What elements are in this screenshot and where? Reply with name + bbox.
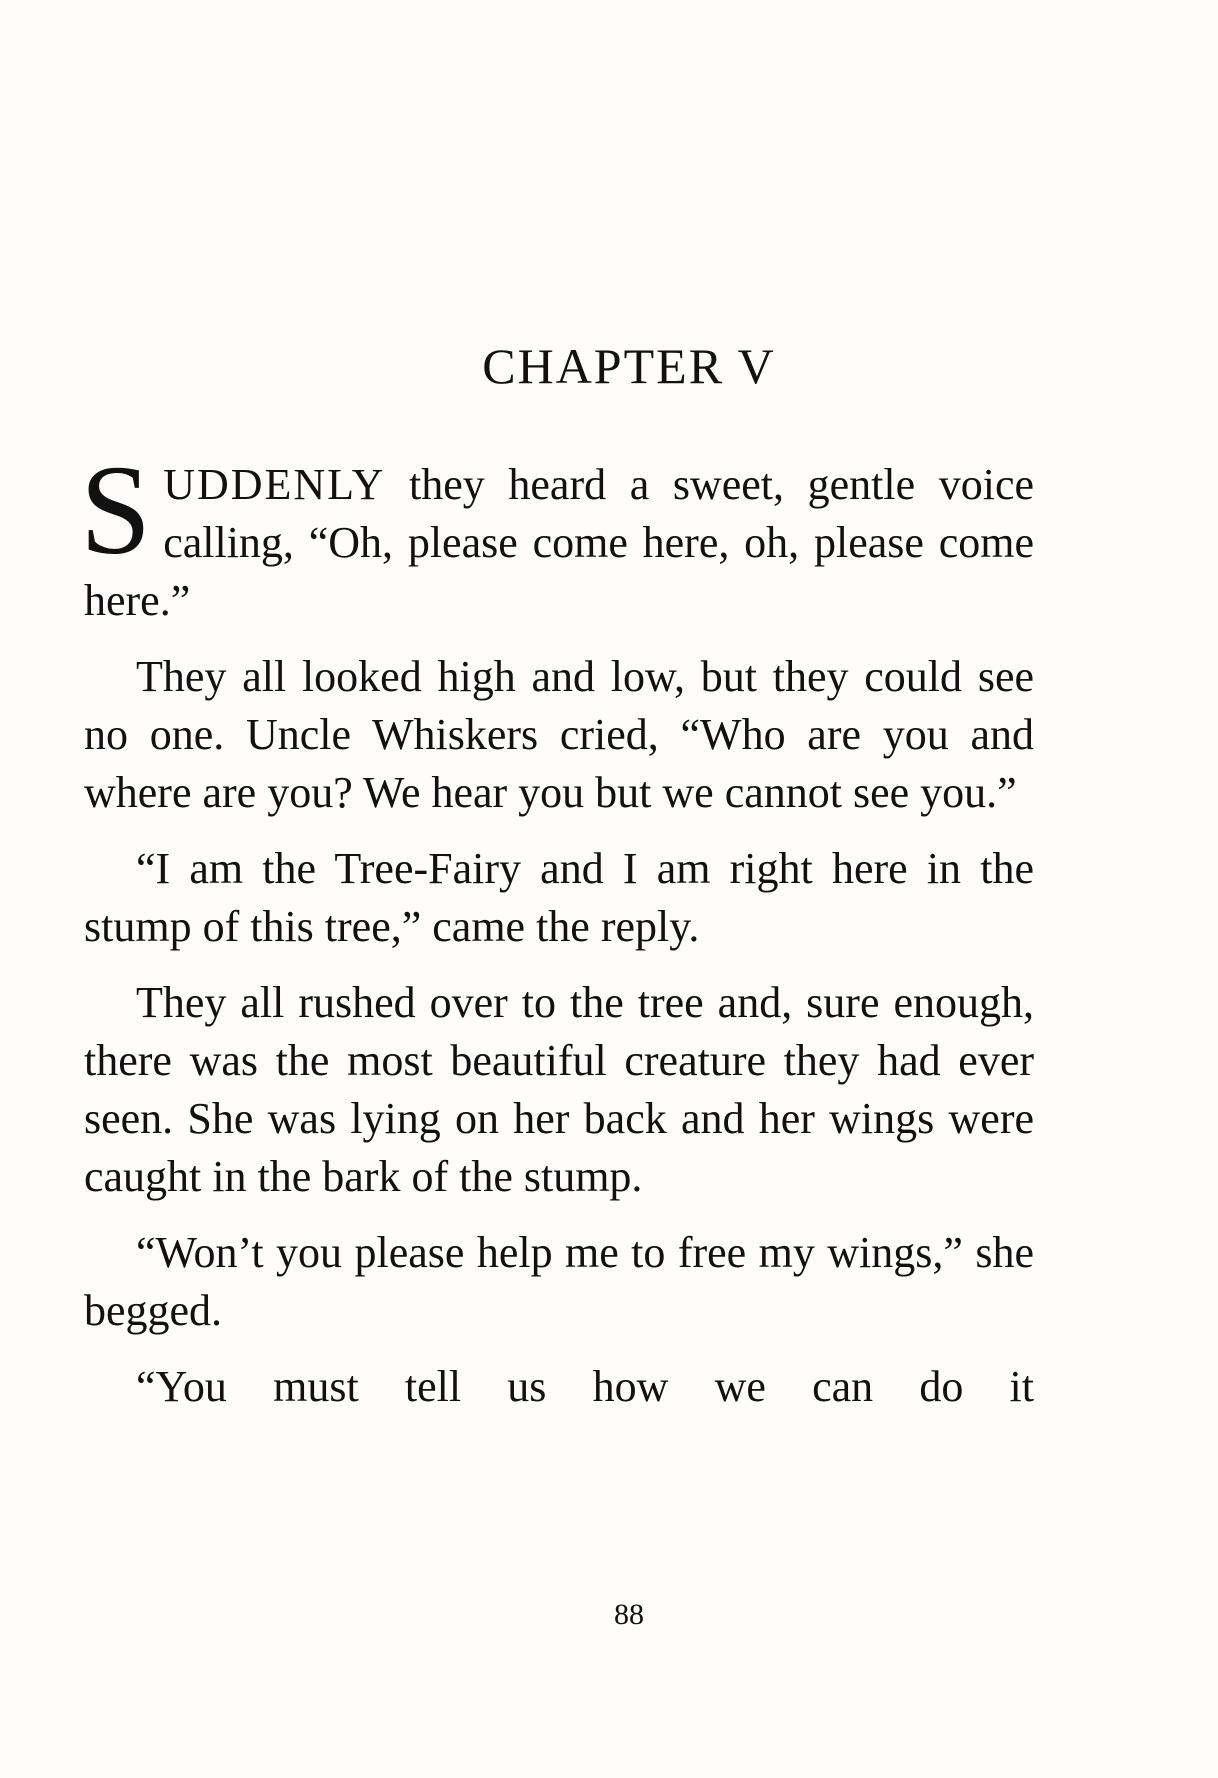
- chapter-heading: CHAPTER V: [482, 338, 776, 394]
- body-text: [80, 439, 1034, 1416]
- opening-smallcaps: UDDENLY: [163, 460, 386, 509]
- opening-paragraph: [80, 439, 1034, 630]
- paragraph: “Won’t you please help me to free my wings,” she begged.: [84, 1228, 1034, 1335]
- paragraph-continued: “You must tell us how we can do it: [136, 1362, 1034, 1411]
- opening-text: they heard a sweet, gentle voice calling, “Oh, please come here, oh, please come here.”: [84, 460, 1034, 625]
- page-number: 88: [614, 1598, 644, 1631]
- paragraph: They all looked high and low, but they could see no one. Uncle Whiskers cried, “Who are you and where are you? We hear you but we cannot see you.”: [84, 652, 1034, 817]
- paragraph: They all rushed over to the tree and, sure enough, there was the most beautiful creature they had ever seen. She was lying on her back and her wings were caught in the bark of the stump.: [84, 978, 1034, 1201]
- drop-cap: S: [80, 439, 152, 581]
- paragraph: “I am the Tree-Fairy and I am right here in the stump of this tree,” came the reply.: [84, 844, 1034, 951]
